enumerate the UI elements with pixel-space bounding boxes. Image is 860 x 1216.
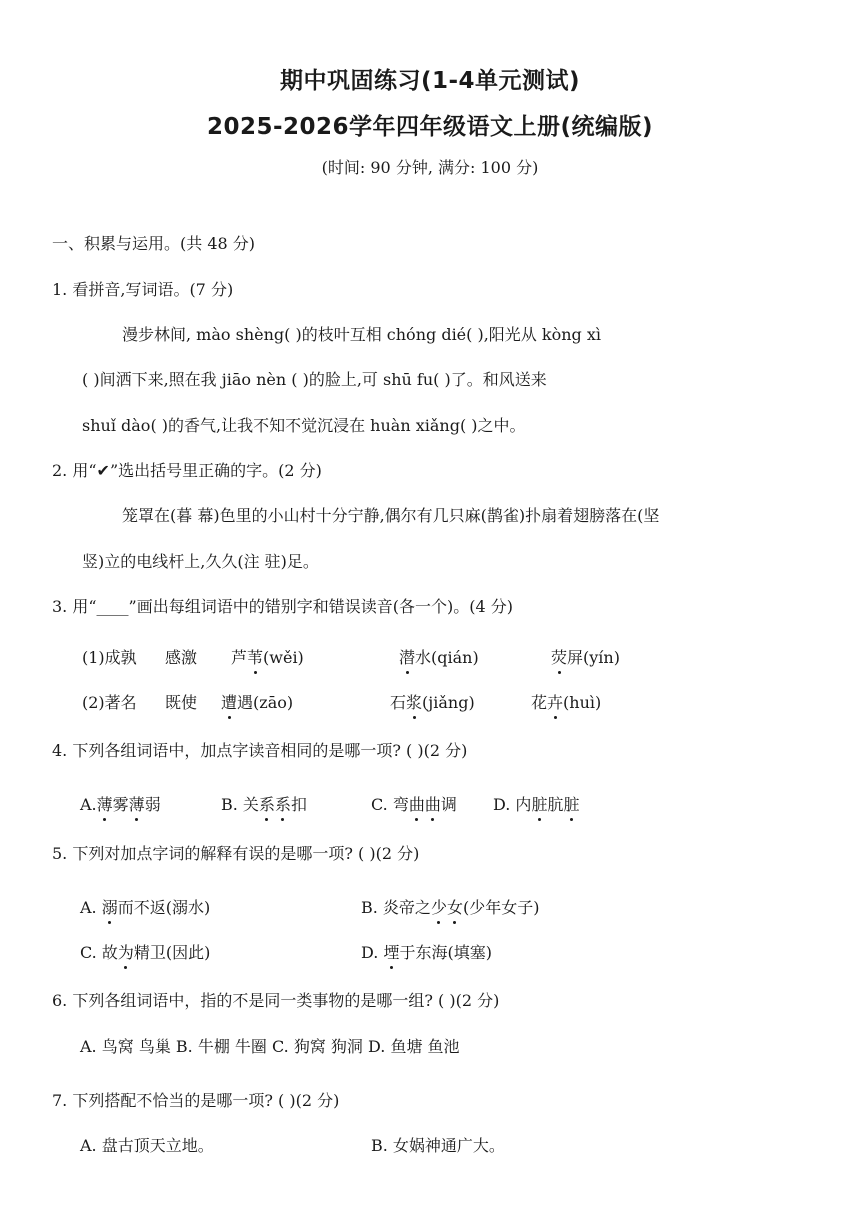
q3-group-2-word-3: 遭遇(zāo) <box>221 693 294 712</box>
exam-info: (时间: 90 分钟, 满分: 100 分) <box>321 158 539 177</box>
question-2-line-1: 笼罩在(暮 幕)色里的小山村十分宁静,偶尔有几只麻(鹊雀)扑扇着翅膀落在(坚 <box>122 506 660 525</box>
q6-options: A. 鸟窝 鸟巢 B. 牛棚 牛圈 C. 狗窝 狗洞 D. 鱼塘 鱼池 <box>80 1037 460 1056</box>
q4-option-b: B. 关系系扣 <box>221 795 307 814</box>
q3-group-2-label: (2)著名 <box>82 693 137 712</box>
q4-option-d: D. 内脏肮脏 <box>493 795 580 814</box>
q3-group-2-word-2: 既使 <box>165 693 198 712</box>
q3-group-2-word-4: 石浆(jiǎng) <box>390 693 475 712</box>
question-5-title: 5. 下列对加点字词的解释有误的是哪一项? ( )(2 分) <box>52 844 420 863</box>
question-2-title: 2. 用“✔”选出括号里正确的字。(2 分) <box>52 461 322 480</box>
question-1-line-1: 漫步林间, mào shèng( )的枝叶互相 chóng dié( ),阳光从 kòng xì <box>122 325 601 344</box>
q5-option-b: B. 炎帝之少女(少年女子) <box>361 898 540 917</box>
question-1-line-3: shuǐ dào( )的香气,让我不知不觉沉浸在 huàn xiǎng( )之中。 <box>82 416 526 435</box>
q5-option-c: C. 故为精卫(因此) <box>80 943 211 962</box>
question-2-line-2: 竖)立的电线杆上,久久(注 驻)足。 <box>82 552 319 571</box>
q5-option-a: A. 溺而不返(溺水) <box>80 898 211 917</box>
title-line-1: 期中巩固练习(1-4单元测试) <box>279 68 581 94</box>
question-3-title: 3. 用“____”画出每组词语中的错别字和错误读音(各一个)。(4 分) <box>52 597 513 616</box>
question-6-title: 6. 下列各组词语中，指的不是同一类事物的是哪一组? ( )(2 分) <box>52 991 500 1010</box>
question-7-title: 7. 下列搭配不恰当的是哪一项? ( )(2 分) <box>52 1091 340 1110</box>
q4-option-c: C. 弯曲曲调 <box>371 795 457 814</box>
question-4-title: 4. 下列各组词语中，加点字读音相同的是哪一项? ( )(2 分) <box>52 741 468 760</box>
q3-group-1-label: (1)成孰 <box>82 648 137 667</box>
q3-group-1-word-3: 芦苇(wěi) <box>231 648 304 667</box>
q5-option-d: D. 堙于东海(填塞) <box>361 943 492 962</box>
q3-group-1-word-5: 荧屏(yín) <box>551 648 620 667</box>
q3-group-1-word-4: 潜水(qián) <box>399 648 479 667</box>
q7-option-a: A. 盘古顶天立地。 <box>80 1136 214 1155</box>
q3-group-2-word-5: 花卉(huì) <box>531 693 602 712</box>
title-line-2: 2025-2026学年四年级语文上册(统编版) <box>206 114 654 140</box>
question-1-title: 1. 看拼音,写词语。(7 分) <box>52 280 234 299</box>
question-1-line-2: ( )间洒下来,照在我 jiāo nèn ( )的脸上,可 shū fu( )了。和风送来 <box>82 370 547 389</box>
q7-option-b: B. 女娲神通广大。 <box>371 1136 505 1155</box>
q4-option-a: A.薄雾薄弱 <box>80 795 161 814</box>
q3-group-1-word-2: 感激 <box>165 648 198 667</box>
section-heading: 一、积累与运用。(共 48 分) <box>52 234 256 253</box>
